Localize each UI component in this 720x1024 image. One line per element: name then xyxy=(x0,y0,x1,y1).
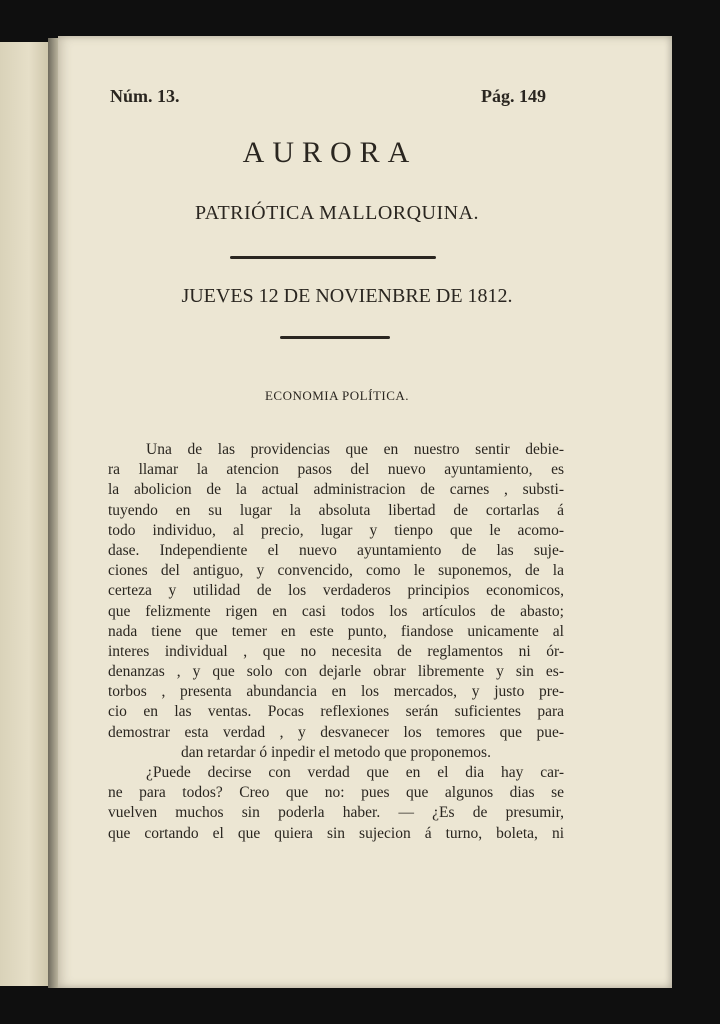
newspaper-page xyxy=(58,36,672,988)
text-line: vuelven muchos sin poderla haber. — ¿Es de presumir, xyxy=(108,804,564,822)
masthead-title: AURORA xyxy=(242,136,418,169)
text-line: que felizmente rigen en casi todos los artículos de abasto; xyxy=(108,602,564,620)
text-line: nada tiene que temer en este punto, fiandose unicamente al xyxy=(108,622,564,640)
article-body xyxy=(108,440,564,844)
decorative-rule-bottom xyxy=(280,336,390,339)
left-page-edge xyxy=(0,42,51,986)
text-line: ra llamar la atencion pasos del nuevo ayuntamiento, es xyxy=(108,461,564,479)
text-line: todo individuo, al precio, lugar y tienpo que le acomo- xyxy=(108,521,564,539)
decorative-rule-top xyxy=(230,256,436,259)
text-line: certeza y utilidad de los verdaderos principios economicos, xyxy=(108,582,564,600)
text-line: dase. Independiente el nuevo ayuntamiento de las suje- xyxy=(108,541,564,559)
text-line: ne para todos? Creo que no: pues que algunos dias se xyxy=(108,784,564,802)
text-line: demostrar esta verdad , y desvanecer los temores que pue- xyxy=(108,723,564,741)
text-line: que cortando el que quiera sin sujecion á turno, boleta, ni xyxy=(108,824,564,842)
page-number: Pág. 149 xyxy=(481,86,546,106)
section-heading: ECONOMIA POLÍTICA. xyxy=(264,388,410,403)
text-line: ¿Puede decirse con verdad que en el dia hay car- xyxy=(146,764,564,781)
text-line: ciones del antiguo, y convencido, como le suponemos, de la xyxy=(108,562,564,580)
issue-number: Núm. 13. xyxy=(110,86,180,106)
text-line: Una de las providencias que en nuestro sentir debie- xyxy=(146,441,564,458)
issue-date: JUEVES 12 DE NOVIENBRE DE 1812. xyxy=(181,285,513,307)
text-line: cio en las ventas. Pocas reflexiones serán suficientes para xyxy=(108,703,564,721)
masthead-subtitle: PATRIÓTICA MALLORQUINA. xyxy=(194,202,480,224)
text-line: denanzas , y que solo con dejarle obrar libremente y sin es- xyxy=(108,663,564,681)
text-line: la abolicion de la actual administracion de carnes , substi- xyxy=(108,481,564,499)
text-line: tuyendo en su lugar la absoluta libertad de cortarlas á xyxy=(108,501,564,519)
text-line: interes individual , que no necesita de reglamentos ni ór- xyxy=(108,642,564,660)
page-header xyxy=(110,86,546,110)
text-line: dan retardar ó inpedir el metodo que proponemos. xyxy=(181,743,491,761)
text-line: torbos , presenta abundancia en los mercados, y justo pre- xyxy=(108,683,564,701)
